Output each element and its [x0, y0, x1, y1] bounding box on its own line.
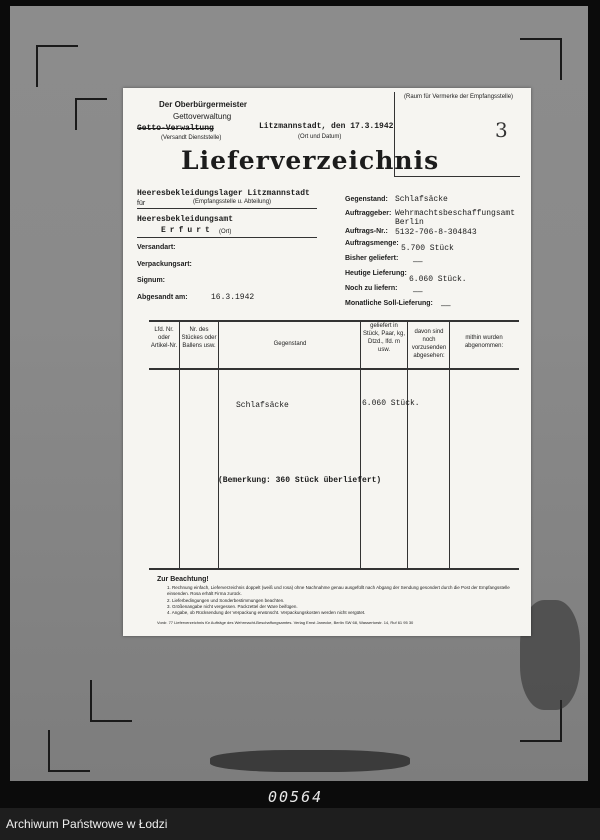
table-remark: (Bemerkung: 360 Stück überliefert)	[218, 476, 382, 485]
field-label: Noch zu liefern:	[345, 285, 398, 292]
table-quantity: 6.060 Stück.	[362, 399, 420, 408]
corner-mark	[48, 730, 90, 772]
field-label: Auftraggeber:	[345, 210, 392, 217]
table-col-rule	[179, 320, 180, 570]
col-header-item: Gegenstand	[273, 341, 307, 347]
table-item: Schlafsäcke	[236, 401, 289, 410]
field-label: Bisher geliefert:	[345, 255, 399, 262]
recipient-rule	[137, 208, 317, 209]
printer-line: Vordr. 77 Lieferverzeichnis für Aufträge des Wehrmacht-Beschaffungsamtes. Verlag Ernst Janecke, Berlin SW 68, Wassertorstr. 14, Ruf 61 95 30	[157, 620, 414, 625]
delivered-so-far-value: ——	[413, 258, 423, 267]
todays-delivery-value: 6.060 Stück.	[409, 275, 467, 284]
recipient-line1: Heeresbekleidungslager Litzmannstadt	[137, 189, 310, 198]
delivery-form	[123, 88, 531, 636]
item-value: Schlafsäcke	[395, 195, 448, 204]
notes-item: 4. Angabe, ob Rücksendung der Verpackung erwünscht. Verpackungskosten werden nicht vergütet.	[167, 610, 366, 615]
archive-label: Archiwum Państwowe w Łodzi	[6, 817, 168, 831]
field-label: Auftrags-Nr.:	[345, 228, 388, 235]
table-header-rule	[149, 368, 519, 370]
sender-sub: (Versandt Dienststelle)	[161, 135, 222, 141]
table-col-rule	[360, 320, 361, 570]
authority: Der Oberbürgermeister	[159, 100, 248, 109]
corner-mark	[75, 98, 107, 130]
field-label: Signum:	[137, 277, 165, 284]
field-label: Verpackungsart:	[137, 261, 192, 268]
place-date: Litzmannstadt, den 17.3.1942	[259, 122, 394, 131]
sender-struck: Getto-Verwaltung	[137, 124, 214, 133]
table-col-rule	[218, 320, 219, 570]
recipient-sub: (Empfangsstelle u. Abteilung)	[193, 199, 272, 205]
field-label: Versandart:	[137, 244, 176, 251]
notes-item: 3. Größenangabe nicht vergessen. Packzettel der Ware beifügen.	[167, 604, 298, 609]
frame-number: 00564	[268, 788, 324, 806]
corner-mark	[520, 38, 562, 80]
table-top-rule	[149, 320, 519, 322]
recipient-prefix: für	[137, 200, 146, 207]
col-header-accepted: mithin wurden abgenommen:	[464, 335, 504, 349]
col-header-delivered: geliefert in Stück, Paar, kg, Dtzd., lfd. m usw.	[362, 323, 406, 353]
table-col-rule	[449, 320, 450, 570]
stamp-divider	[394, 176, 520, 177]
document-title: Lieferverzeichnis	[181, 146, 440, 175]
corner-mark	[90, 680, 132, 722]
notes-item: 1. Rechnung einfach, Lieferverzeichnis doppelt (weiß und rosa) ohne Nachnahme genau ausgefüllt nach Abgang der Sendung gesondert durch die Post der Empfangsstelle einsenden. Rosa erhält Firma zurück.	[167, 585, 510, 596]
order-number-value: 5132-706-8-304843	[395, 228, 477, 237]
handwritten-number: 3	[495, 118, 508, 142]
notes-item: 2. Lieferbedingungen und Sonderbestimmungen beachten.	[167, 598, 285, 603]
client-value: Wehrmachtsbeschaffungsamt Berlin	[395, 209, 516, 227]
table-bottom-rule	[149, 568, 519, 570]
recipient-rule	[137, 237, 317, 238]
field-label: Auftragsmenge:	[345, 240, 399, 247]
stamp-label: (Raum für Vermerke der Empfangsstelle)	[404, 94, 514, 100]
notes-heading: Zur Beachtung!	[157, 576, 209, 583]
scan-blot	[210, 750, 410, 772]
corner-mark	[36, 45, 78, 87]
col-header-pending: davon sind noch vorzusenden abgesehen:	[411, 329, 447, 359]
monthly-target-value: ——	[441, 302, 451, 311]
order-quantity-value: 5.700 Stück	[401, 244, 454, 253]
field-label: Abgesandt am:	[137, 294, 188, 301]
recipient-suffix: (Ort)	[219, 229, 232, 235]
sent-date-value: 16.3.1942	[211, 293, 255, 302]
field-label: Monatliche Soll-Lieferung:	[345, 300, 433, 307]
still-to-deliver-value: ——	[413, 288, 423, 297]
recipient-line2: Heeresbekleidungsamt	[137, 215, 234, 224]
col-header-lfd: Lfd. Nr. oder Artikel-Nr.	[150, 327, 178, 349]
field-label: Gegenstand:	[345, 196, 388, 203]
date-sub: (Ort und Datum)	[298, 134, 342, 140]
col-header-piece: Nr. des Stückes oder Ballens usw.	[181, 327, 217, 349]
table-col-rule	[407, 320, 408, 570]
recipient-line3: Erfurt	[161, 226, 214, 235]
field-label: Heutige Lieferung:	[345, 270, 407, 277]
department: Gettoverwaltung	[173, 112, 232, 121]
archive-footer	[0, 808, 600, 840]
